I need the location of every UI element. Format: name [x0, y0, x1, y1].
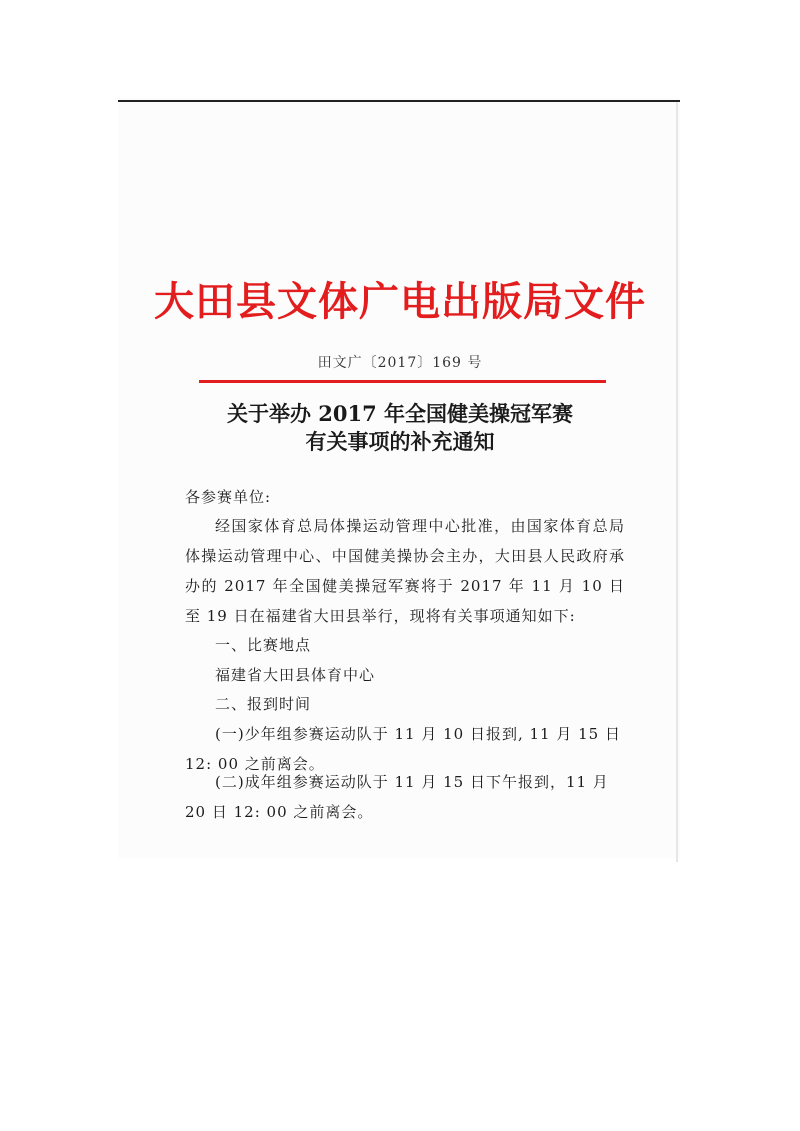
venue-text: 福建省大田县体育中心	[215, 666, 376, 684]
document-title-line-2: 有关事项的补充通知	[305, 429, 495, 454]
section-heading-registration: 二、报到时间	[215, 695, 312, 713]
registration-item-junior: (一)少年组参赛运动队于 11 月 10 日报到, 11 月 15 日 12: 00 之前离会。	[185, 725, 621, 773]
red-divider-line	[199, 380, 606, 383]
document-title-line-1: 关于举办 2017 年全国健美操冠军赛	[226, 401, 574, 426]
registration-item-adult: (二)成年组参赛运动队于 11 月 15 日下午报到，11 月 20 日 12: 00 之前离会。	[185, 773, 609, 821]
salutation: 各参赛单位:	[185, 488, 272, 506]
scan-top-border	[118, 100, 680, 102]
document-number: 田文广〔2017〕169 号	[317, 355, 483, 371]
issuer-header: 大田县文体广电出版局文件	[154, 278, 646, 325]
scan-right-edge	[676, 102, 678, 862]
section-heading-venue: 一、比赛地点	[215, 636, 312, 654]
intro-paragraph: 经国家体育总局体操运动管理中心批准，由国家体育总局体操运动管理中心、中国健美操协会主办，大田县人民政府承办的 2017 年全国健美操冠军赛将于 2017 年 11 月 10 日至 19 日在福建省大田县举行，现将有关事项通知如下:	[185, 517, 625, 625]
